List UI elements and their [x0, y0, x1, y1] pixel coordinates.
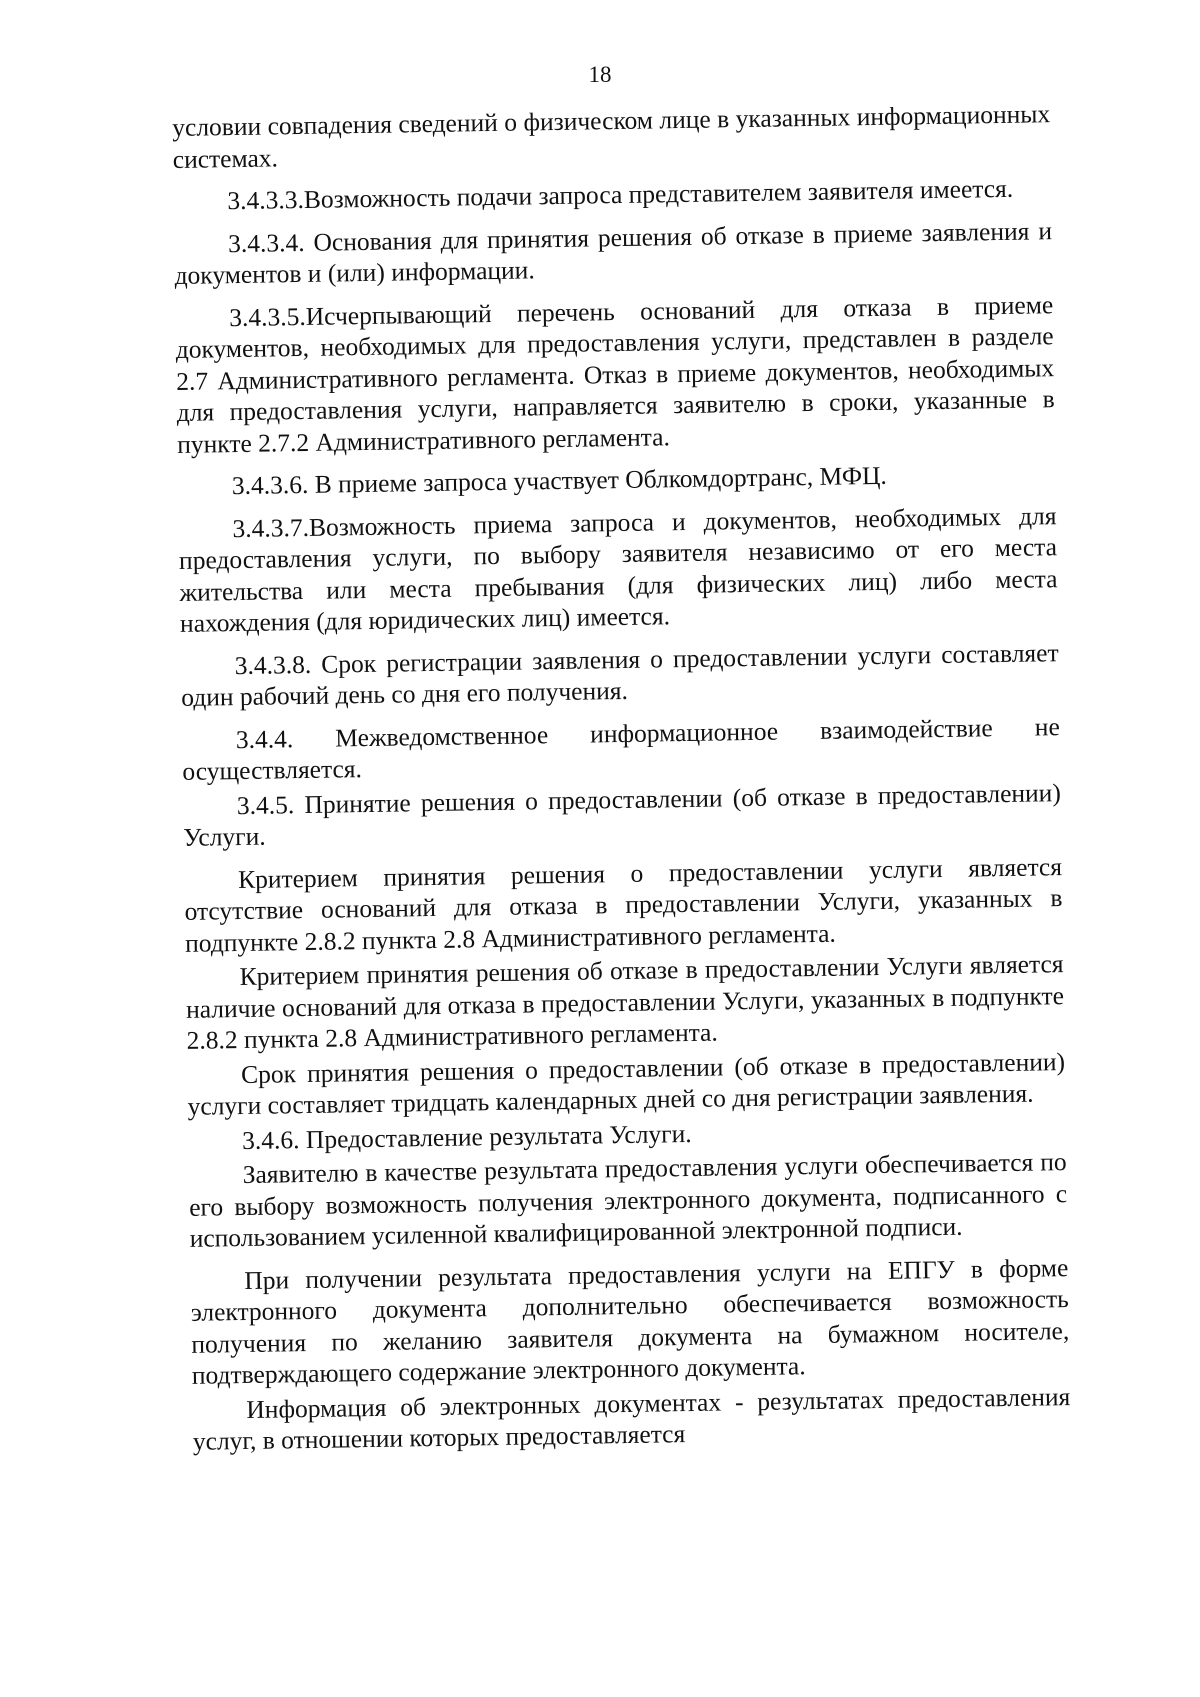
paragraph-3-4-3-3: 3.4.3.3.Возможность подачи запроса представителем заявителя имеется.: [227, 173, 1014, 216]
paragraph-3-4-5: 3.4.5. Принятие решения о предоставлении (об отказе в предоставлении) Услуги.: [183, 777, 1062, 852]
paragraph-decision-term: Срок принятия решения о предоставлении (об отказе в предоставлении) услуги составляет тридцать календарных дней со дня регистрации заявления.: [187, 1046, 1066, 1121]
paragraph-criterion-refusal: Критерием принятия решения об отказе в предоставлении Услуги является наличие оснований для отказа в предоставлении Услуги, указанных в подпункте 2.8.2 пункта 2.8 Административного регламента.: [185, 949, 1065, 1055]
paragraph-3-4-3-4: 3.4.3.4. Основания для принятия решения об отказе в приеме заявления и документов и (или) информации.: [174, 215, 1053, 290]
paragraph-continuation: условии совпадения сведений о физическом лице в указанных информационных системах.: [172, 99, 1051, 174]
paragraph-3-4-3-6: 3.4.3.6. В приеме запроса участвует Облкомдортранс, МФЦ.: [231, 460, 888, 501]
paragraph-3-4-3-5: 3.4.3.5.Исчерпывающий перечень оснований для отказа в приеме документов, необходимых для предоставления услуги, представлен в разделе 2.7 Административного регламента. Отказ в приеме документов, необходимых для предоставления услуги, направляется заявителю в сроки, указанные в пункте 2.7.2 Административного регламента.: [175, 289, 1055, 459]
paragraph-3-4-3-8: 3.4.3.8. Срок регистрации заявления о предоставлении услуги составляет один рабочий день со дня его получения.: [180, 637, 1059, 712]
page-number: 18: [588, 62, 612, 87]
paragraph-3-4-6: 3.4.6. Предоставление результата Услуги.: [241, 1118, 692, 1155]
paragraph-result-electronic: Заявителю в качестве результата предоставления услуги обеспечивается по его выбору возможность получения электронного документа, подписанного с использованием усиленной квалифицированной электронной подписи.: [188, 1147, 1068, 1253]
paragraph-result-paper: При получении результата предоставления услуги на ЕПГУ в форме электронного документа дополнительно обеспечивается возможность получения по желанию заявителя документа на бумажном носителе, подтверждающего содержание электронного документа.: [190, 1252, 1070, 1390]
paragraph-information-electronic: Информация об электронных документах - результатах предоставления услуг, в отношении которых предоставляется: [192, 1381, 1071, 1456]
paragraph-3-4-3-7: 3.4.3.7.Возможность приема запроса и документов, необходимых для предоставления услуги, по выбору заявителя независимо от его места жительства или места пребывания (для физических лиц) либо места нахождения (для юридических лиц) имеется.: [178, 500, 1058, 638]
paragraph-3-4-4: 3.4.4. Межведомственное информационное взаимодействие не осуществляется.: [182, 711, 1060, 786]
document-body: [172, 98, 1071, 1468]
paragraph-criterion-grant: Критерием принятия решения о предоставлении услуги является отсутствие оснований для отказа в предоставлении Услуги, указанных в подпункте 2.8.2 пункта 2.8 Административного регламента.: [184, 851, 1063, 958]
